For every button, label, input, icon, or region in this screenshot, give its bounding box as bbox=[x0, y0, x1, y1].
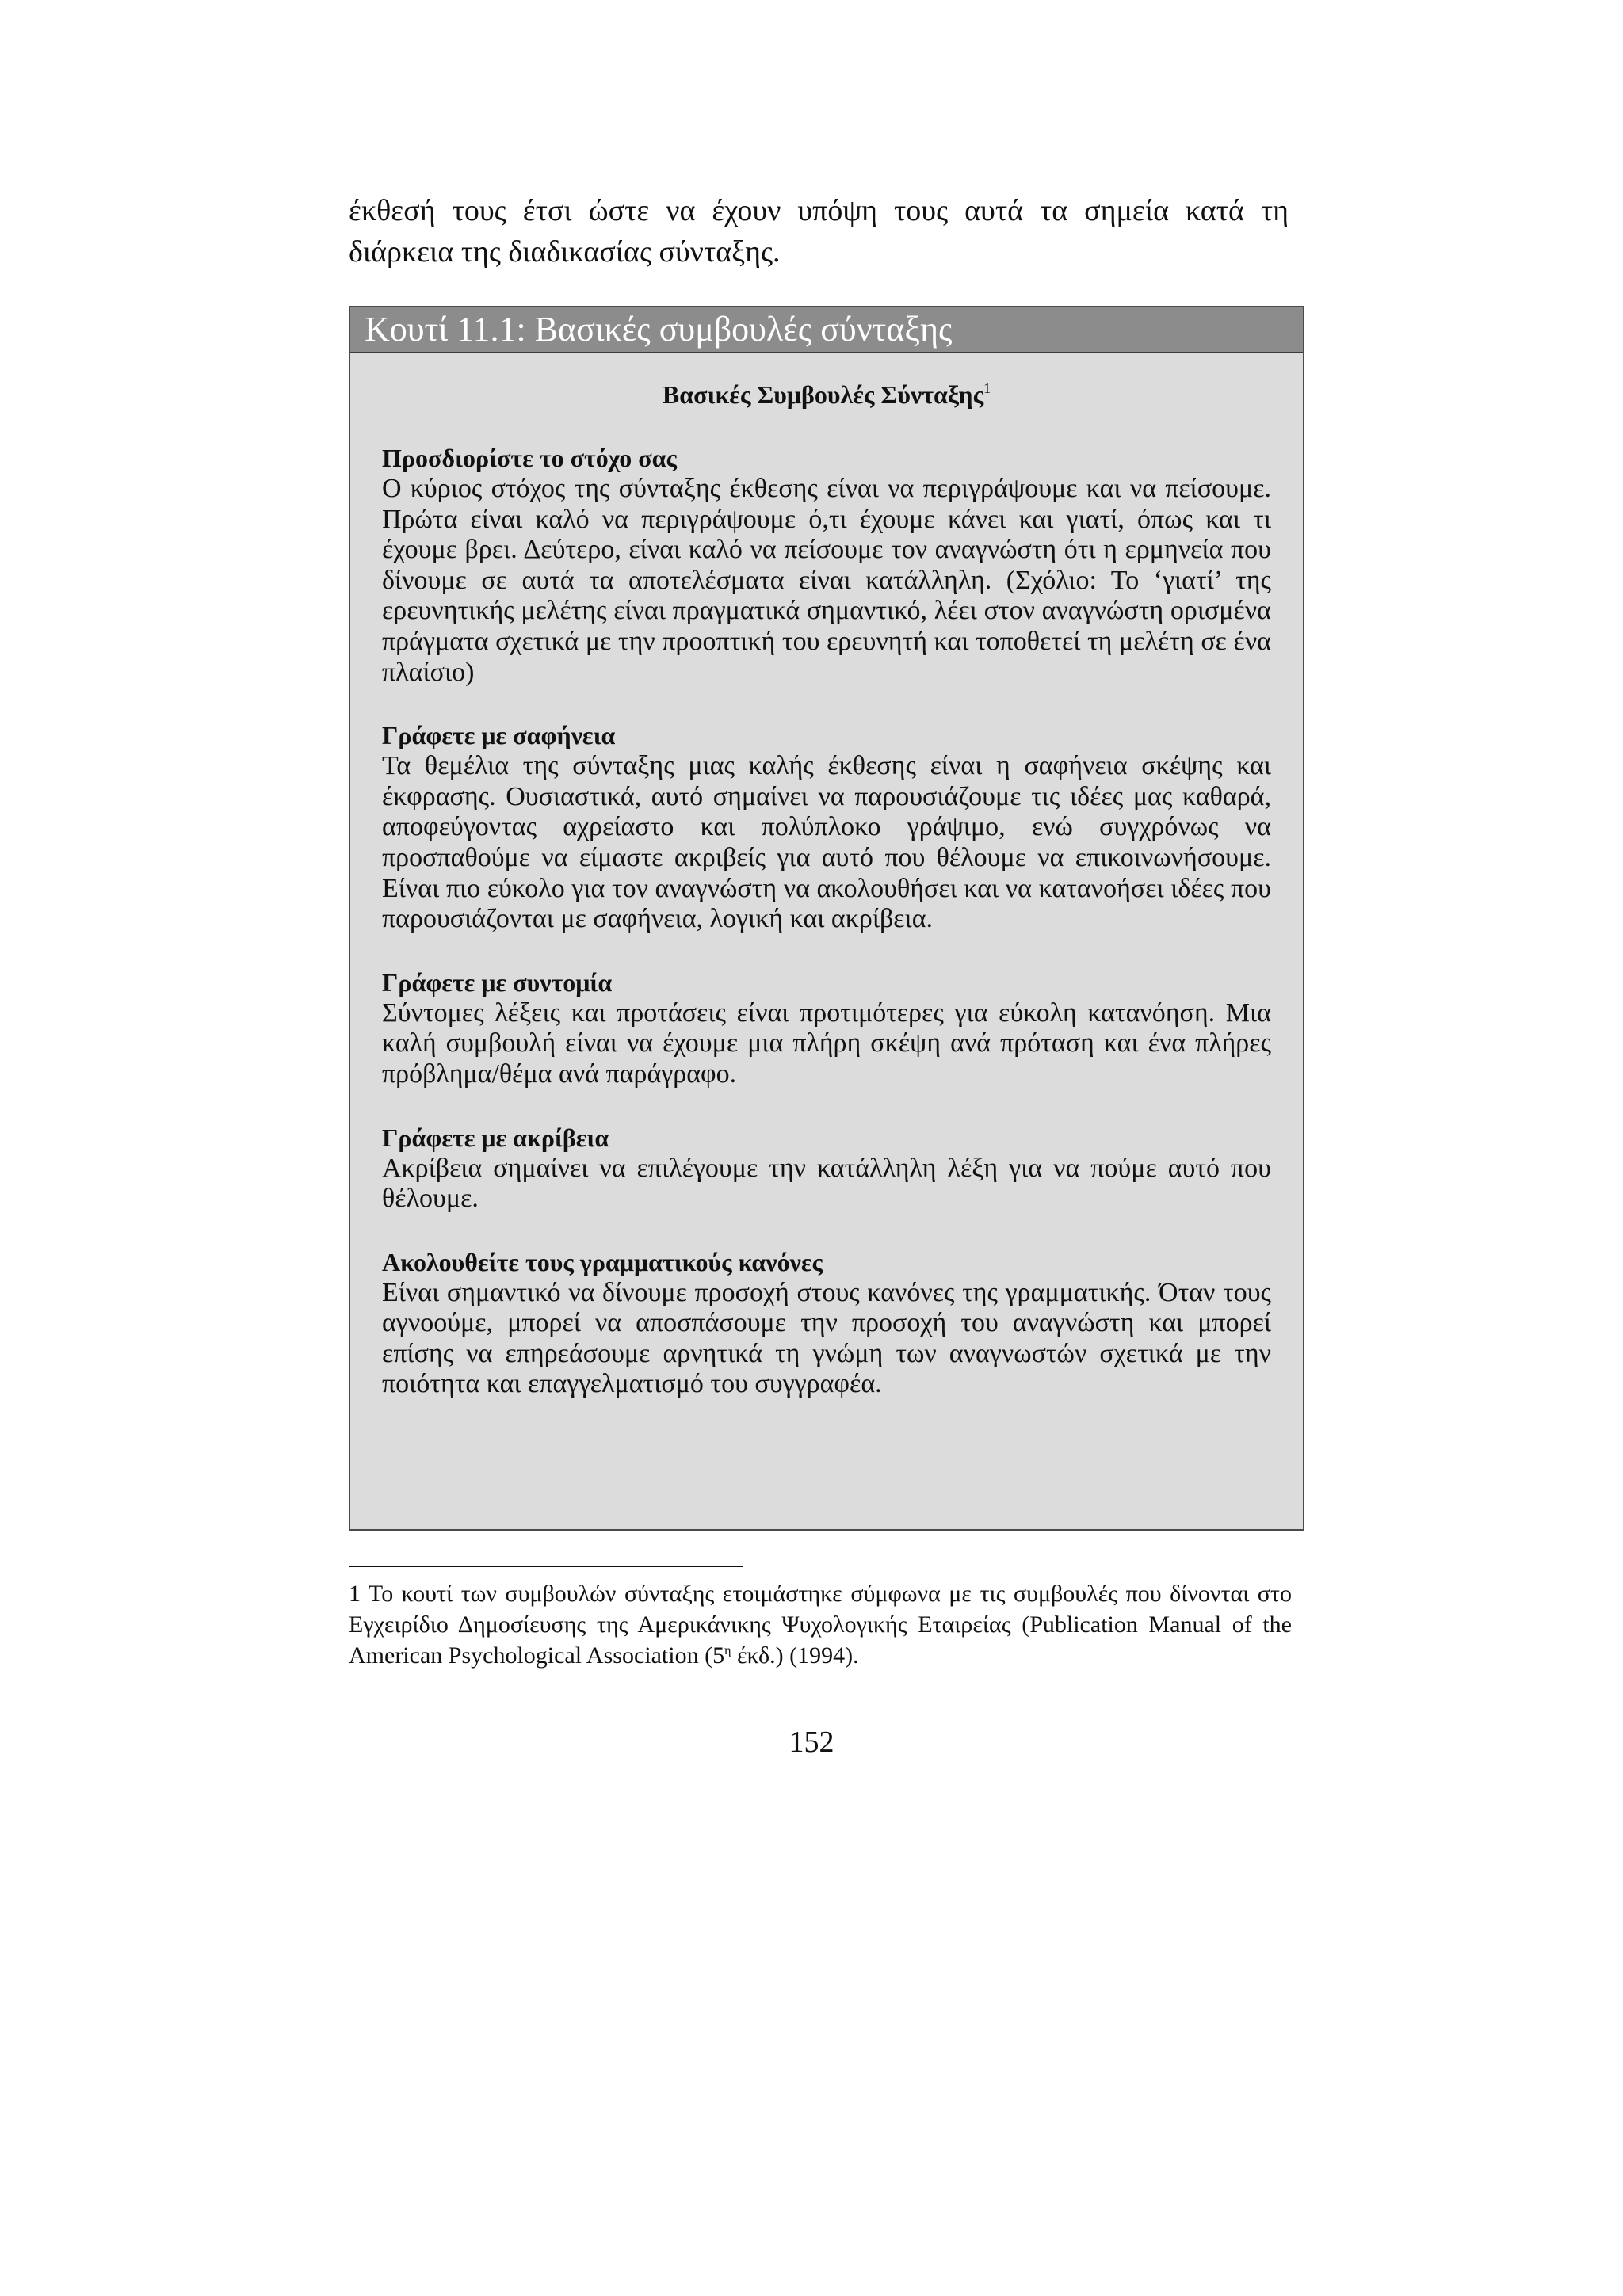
section-text: Ακρίβεια σημαίνει να επιλέγουμε την κατάλληλη λέξη για να πούμε αυτό που θέλουμε. bbox=[382, 1153, 1271, 1214]
footnote bbox=[349, 1578, 1292, 1671]
section-heading: Γράφετε με συντομία bbox=[382, 967, 613, 997]
footnote-text: 1 Το κουτί των συμβουλών σύνταξης ετοιμάστηκε σύμφωνα με τις συμβουλές που δίνονται στο Εγχειρίδιο Δημοσίευσης της Αμερικάνικης Ψυχολογικής Εταιρείας (Publication Manual of the American Psychological Association (5 bbox=[349, 1581, 1292, 1669]
section-text: Σύντομες λέξεις και προτάσεις είναι προτιμότερες για εύκολη κατανόηση. Μια καλή συμβουλή είναι να έχουμε μια πλήρη σκέψη ανά πρόταση και ένα πλήρες πρόβλημα/θέμα ανά παράγραφο. bbox=[382, 997, 1271, 1089]
section-precision bbox=[382, 1122, 1271, 1215]
box-content bbox=[350, 379, 1303, 1400]
intro-paragraph: έκθεσή τους έτσι ώστε να έχουν υπόψη τους αυτά τα σημεία κατά τη διάρκεια της διαδικασίας σύνταξης. bbox=[349, 194, 1289, 269]
section-text: Ο κύριος στόχος της σύνταξης έκθεσης είναι να περιγράψουμε και να πείσουμε. Πρώτα είναι καλό να περιγράψουμε ό,τι έχουμε κάνει και γιατί, όπως και τι έχουμε βρει. Δεύτερο, είναι καλό να πείσουμε τον αναγνώστη ότι η ερμηνεία που δίνουμε σε αυτά τα αποτελέσματα είναι κατάλληλη. (Σχόλιο: Το ‘γιατί’ της ερευνητικής μελέτης είναι πραγματικά σημαντικό, λέει στον αναγνώστη ορισμένα πράγματα σχετικά με την προοπτική του ερευνητή και τοποθετεί τη μελέτη σε ένα πλαίσιο) bbox=[382, 474, 1271, 687]
footnote-text-end: έκδ.) (1994). bbox=[731, 1642, 859, 1669]
section-brevity bbox=[382, 967, 1271, 1090]
tips-box bbox=[349, 306, 1304, 1531]
section-grammar bbox=[382, 1246, 1271, 1400]
section-heading: Γράφετε με σαφήνεια bbox=[382, 721, 616, 750]
footnote-superscript: η bbox=[724, 1644, 731, 1657]
section-heading: Γράφετε με ακρίβεια bbox=[382, 1123, 609, 1152]
section-text: Είναι σημαντικό να δίνουμε προσοχή στους κανόνες της γραμματικής. Όταν τους αγνοούμε, μπορεί να αποσπάσουμε την προσοχή του αναγνώστη και μπορεί επίσης να επηρεάσουμε αρνητικά τη γνώμη των αναγνωστών σχετικά με την ποιότητα και επαγγελματισμό του συγγραφέα. bbox=[382, 1277, 1271, 1399]
section-heading: Ακολουθείτε τους γραμματικούς κανόνες bbox=[382, 1247, 823, 1276]
footnote-divider bbox=[349, 1566, 743, 1567]
section-goal bbox=[382, 442, 1271, 688]
section-heading: Προσδιορίστε το στόχο σας bbox=[382, 444, 677, 472]
section-clarity bbox=[382, 719, 1271, 935]
box-header: Κουτί 11.1: Βασικές συμβουλές σύνταξης bbox=[350, 307, 1303, 353]
section-text: Τα θεμέλια της σύνταξης μιας καλής έκθεσης είναι η σαφήνεια σκέψης και έκφρασης. Ουσιαστικά, αυτό σημαίνει να παρουσιάζουμε τις ιδέες μας καθαρά, αποφεύγοντας αχρείαστο και πολύπλοκο γράψιμο, ενώ συγχρόνως να προσπαθούμε να είμαστε ακριβείς για αυτό που θέλουμε να επικοινωνήσουμε. Είναι πιο εύκολο για τον αναγνώστη να ακολουθήσει και να κατανοήσει ιδέες που παρουσιάζονται με σαφήνεια, λογική και ακρίβεια. bbox=[382, 751, 1271, 934]
box-subtitle-text: Βασικές Συμβουλές Σύνταξης bbox=[662, 380, 984, 409]
box-subtitle bbox=[382, 379, 1271, 410]
footnote-reference: 1 bbox=[983, 380, 991, 396]
page-number: 152 bbox=[789, 1726, 834, 1759]
